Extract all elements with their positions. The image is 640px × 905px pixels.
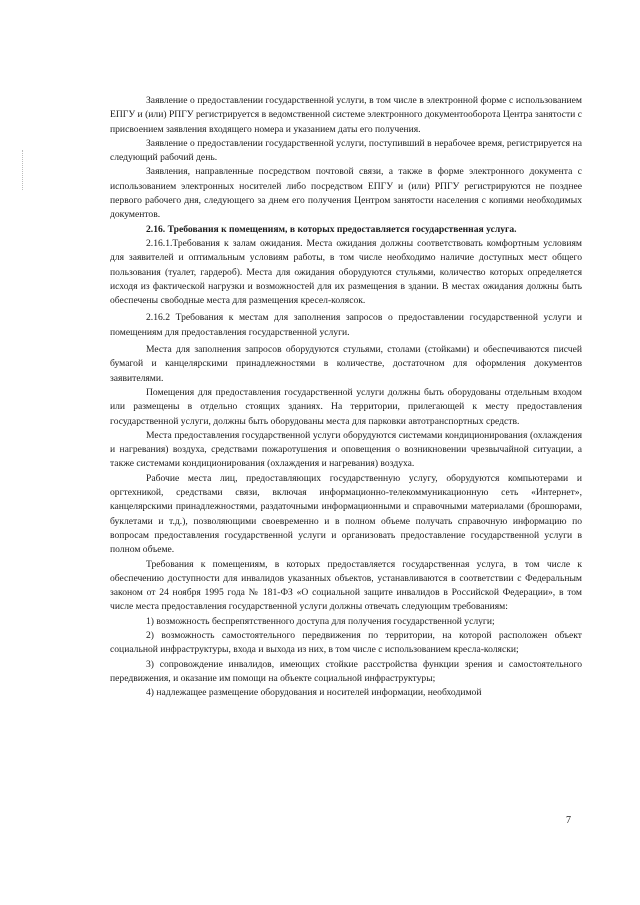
paragraph-postal-applications: Заявления, направленные посредством почтовой связи, а также в форме электронного документа с использованием электронных носителей либо посредством ЕПГУ и (или) РПГУ регистрируются не позднее первого рабочего дня, следующего за днем его получения Центром занятости населения с копиями необходимых документов. (110, 166, 582, 221)
paragraph-filling-equipment: Места для заполнения запросов оборудуются стульями, столами (стойками) и обеспечиваются писчей бумагой и канцелярскими принадлежностями в количестве, достаточном для оформления документов заявителями. (110, 344, 582, 384)
paragraph-filling-places: 2.16.2 Требования к местам для заполнения запросов о предоставлении государственной услуги и помещениям для предоставления государственной услуги. (110, 312, 582, 338)
list-item-1: 1) возможность беспрепятственного доступа для получения государственной услуги; (146, 615, 495, 627)
scan-margin-mark (22, 150, 24, 190)
paragraph-conditioning: Места предоставления государственной услуги оборудуются системами кондиционирования (охлаждения и нагревания) воздуха, средствами пожаротушения и оповещения о возникновении чрезвычайной ситуации, а также системами кондиционирования (охлаждения и нагревания) воздуха. (110, 429, 582, 470)
page-number: 7 (566, 815, 571, 826)
section-heading-2-16: 2.16. Требования к помещениям, в которых предоставляется государственная услуга. (146, 223, 517, 235)
paragraph-nonworking-time: Заявление о предоставлении государственной услуги, поступивший в нерабочее время, регистрируется на следующий рабочий день. (110, 137, 582, 164)
paragraph-premises-entrance: Помещения для предоставления государственной услуги должны быть оборудованы отдельным входом или размещены в отдельно стоящих зданиях. На территории, прилегающей к месту предоставления государственной услуги, должны быть оборудованы места для парковки автотранспортных средств. (110, 386, 582, 427)
paragraph-waiting-rooms: 2.16.1.Требования к залам ожидания. Места ожидания должны соответствовать комфортным условиям для заявителей и оптимальным условиям работы, в том числе необходимо наличие доступных мест общего пользования (туалет, гардероб). Места для ожидания оборудуются стульями, количество которых определяется исходя из фактической нагрузки и возможностей для их размещения в здании. В местах ожидания должны быть обеспечены свободные места для размещения кресел-колясок. (110, 237, 582, 307)
paragraph-workplaces: Рабочие места лиц, предоставляющих государственную услугу, оборудуются компьютерами и оргтехникой, средствами связи, включая информационно-телекоммуникационную сеть «Интернет», канцелярскими принадлежностями, раздаточными информационными и справочными материалами (брошюрами, буклетами и т.д.), позволяющими своевременно и в полном объеме получать справочную информацию по вопросам предоставления государственной услуги и организовать предоставление государственной услуги в полном объеме. (110, 472, 582, 556)
list-item-4: 4) надлежащее размещение оборудования и носителей информации, необходимой (146, 687, 482, 699)
paragraph-accessibility-requirements: Требования к помещениям, в которых предоставляется государственная услуга, в том числе к обеспечению доступности для инвалидов указанных объектов, устанавливаются в соответствии с Федеральным законом от 24 ноября 1995 года № 181-ФЗ «О социальной защите инвалидов в Российской Федерации», в том числе места предоставления государственной услуги должны отвечать следующим требованиям: (110, 558, 582, 613)
document-body (110, 94, 582, 700)
list-item-2: 2) возможность самостоятельного передвижения по территории, на которой расположен объект социальной инфраструктуры, входа и выхода из них, в том числе с использованием кресла-коляски; (110, 629, 582, 656)
paragraph-registration: Заявление о предоставлении государственной услуги, в том числе в электронной форме с использованием ЕПГУ и (или) РПГУ регистрируется в ведомственной системе электронного документооборота Центра занятости с присвоением заявления входящего номера и указанием даты его получения. (110, 95, 582, 135)
list-item-3: 3) сопровождение инвалидов, имеющих стойкие расстройства функции зрения и самостоятельного передвижения, и оказание им помощи на объекте социальной инфраструктуры; (110, 658, 582, 684)
